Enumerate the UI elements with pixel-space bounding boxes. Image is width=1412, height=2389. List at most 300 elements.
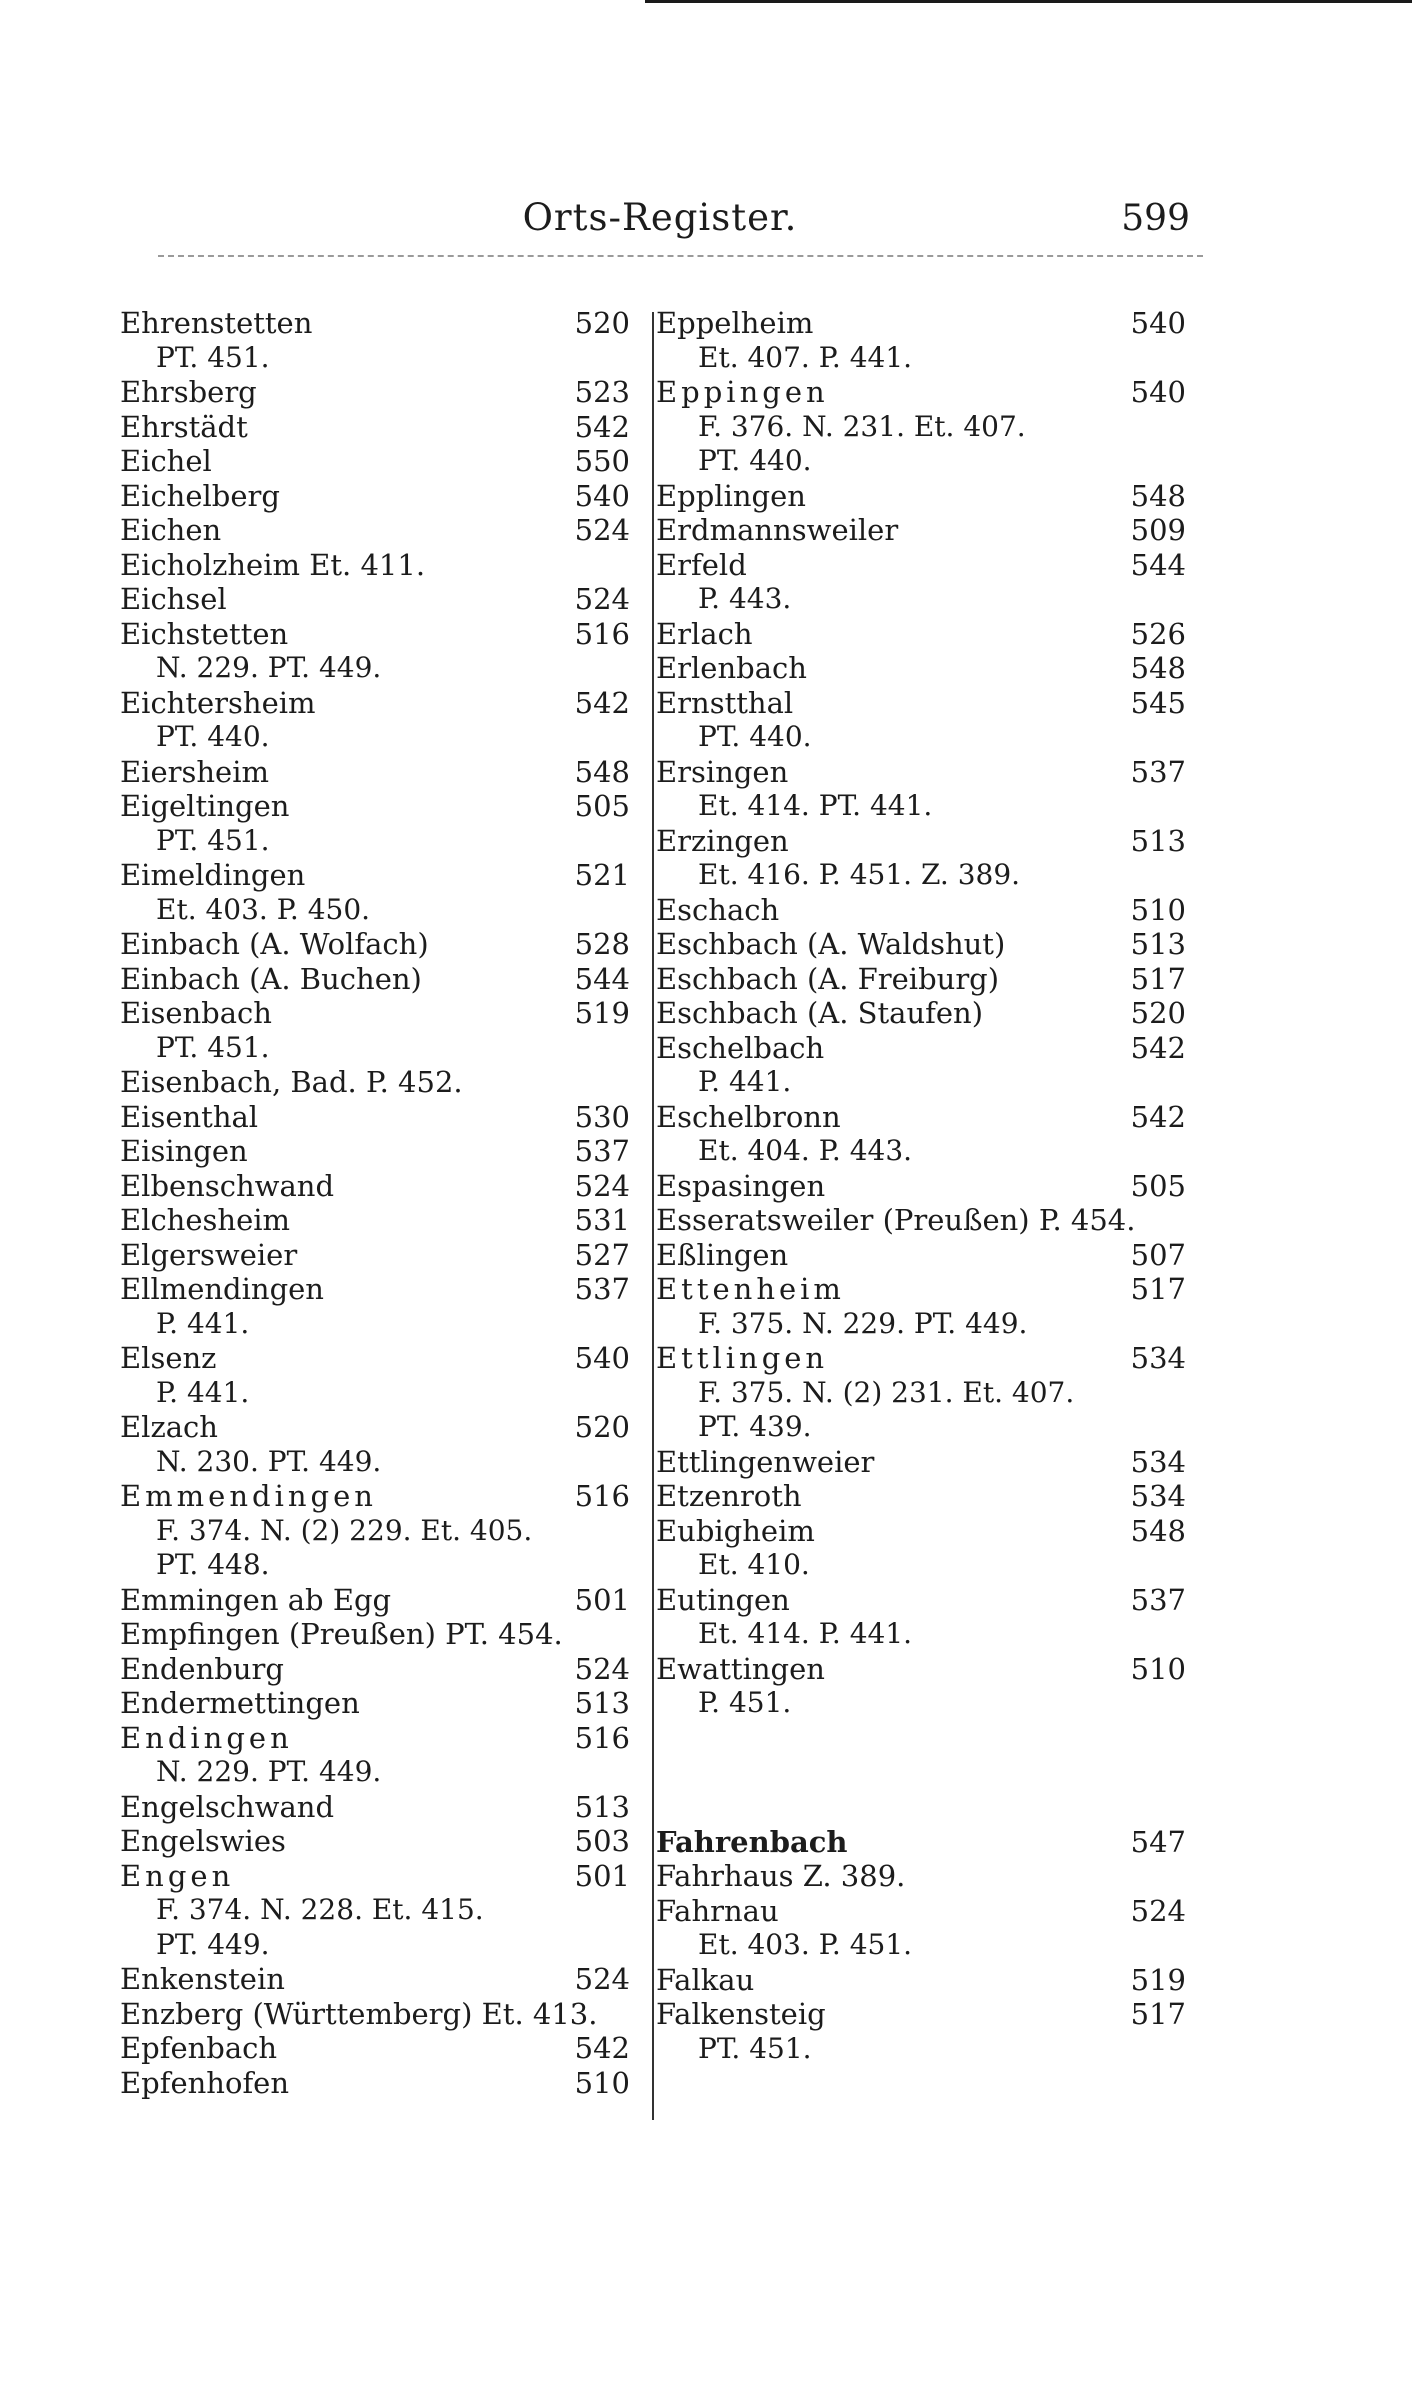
index-entry [120,1824,630,1859]
page-reference: 544 [574,961,630,996]
index-entry-line [652,1203,1192,1238]
page-reference: 547 [1130,1824,1186,1859]
entry-details: PT. 448. [156,1548,270,1581]
page-reference: 540 [1130,375,1186,409]
index-entry [652,1514,1192,1583]
place-name: Ersingen [656,754,789,789]
page-reference: 524 [574,1651,630,1686]
place-name: Eßlingen [656,1237,789,1272]
place-name: Ellmendingen [120,1272,324,1306]
page-reference: 519 [1130,1962,1186,1997]
index-entry-line [120,1962,630,1997]
index-entry-line [120,2066,630,2101]
index-entry-line [652,1238,1192,1273]
place-name: Epfenbach [120,2031,278,2065]
page-reference: 548 [1130,651,1186,685]
index-entry-line [120,1100,630,1135]
index-entry-line [652,513,1192,548]
index-entry [120,1341,630,1410]
entry-details: F. 375. N. 229. PT. 449. [698,1306,1028,1340]
page-reference: 548 [1130,1513,1186,1548]
index-entry-line [652,1963,1192,1998]
index-entry-line [652,1100,1192,1135]
page-reference: 550 [574,444,630,478]
index-entry-line [120,1583,630,1618]
place-name: Einbach (A. Buchen) [120,961,422,996]
place-name: Eisenbach [120,996,272,1030]
place-name: Eichtersheim [120,685,316,720]
place-name: Erzingen [656,823,789,858]
index-entry [120,513,630,548]
page-title: Orts-Register. [522,196,798,239]
index-entry [120,1169,630,1204]
index-entry-line [652,962,1192,997]
page-reference: 526 [1130,616,1186,651]
place-name: Engelschwand [120,1789,335,1824]
place-name: Eschbach (A. Waldshut) [656,927,1006,961]
index-entry-line [652,686,1192,721]
place-name: Fahrenbach [656,1824,848,1859]
index-entry-line [652,893,1192,928]
index-entry [120,1583,630,1618]
index-entry-line [120,1652,630,1687]
place-name: Erfeld [656,547,747,582]
index-entry-line [120,1134,630,1169]
entry-details: P. 443. [698,582,792,615]
page-reference: 544 [1130,547,1186,582]
index-entry [652,927,1192,962]
place-name: Eichelberg [120,478,280,513]
place-name: Eicholzheim Et. 411. [120,547,426,582]
page-reference: 537 [1130,1582,1186,1617]
entry-details: PT. 451. [698,2031,812,2065]
index-entry-line [652,617,1192,652]
entry-details: P. 441. [156,1306,250,1340]
index-entry [652,1583,1192,1652]
index-entry-line [652,824,1192,859]
page-reference: 542 [1130,1030,1186,1065]
index-entry-line [120,962,630,997]
place-name: Espasingen [656,1168,826,1203]
index-entry-line [120,375,630,410]
place-name: Ehrenstetten [120,306,313,340]
page-reference: 542 [574,2031,630,2065]
page-reference: 501 [574,1858,630,1893]
index-entry-line [120,548,630,583]
index-entry [652,1997,1192,2066]
entry-details: PT. 451. [156,1030,270,1064]
header-rule [158,255,1203,257]
place-name: Ettlingenweier [656,1444,875,1479]
page-reference: 524 [574,1168,630,1203]
index-entry [120,306,630,375]
entry-details: PT. 451. [156,823,270,857]
index-entry-line [652,1825,1192,1860]
index-entry-line [120,1686,630,1721]
entry-details: F. 376. N. 231. Et. 407. [698,409,1026,443]
index-entry [652,962,1192,997]
place-name: Eichen [120,513,222,547]
index-entry [652,1859,1192,1894]
place-name: Elbenschwand [120,1168,335,1203]
index-entry-line [120,1410,630,1445]
index-entry [120,1272,630,1341]
index-entry-line [652,1272,1192,1307]
entry-details: PT. 451. [156,340,270,374]
place-name: Ewattingen [656,1651,825,1686]
entry-details: PT. 439. [698,1410,812,1443]
place-name: Eisenbach, Bad. P. 452. [120,1065,463,1099]
place-name: Elgersweier [120,1237,298,1272]
place-name: Falkau [656,1962,755,1997]
place-name: Fahrhaus Z. 389. [656,1859,906,1893]
index-entry [120,1686,630,1721]
page-reference: 505 [1130,1168,1186,1203]
place-name: Endingen [120,1720,293,1755]
index-entry [652,1341,1192,1445]
index-entry [120,858,630,927]
index-entry-line [652,479,1192,514]
index-entry [120,789,630,858]
index-column-right [652,306,1192,2066]
page-reference: 503 [574,1824,630,1858]
entry-details: F. 374. N. (2) 229. Et. 405. [156,1513,533,1547]
index-entry-line [120,1272,630,1307]
entry-details: Et. 404. P. 443. [698,1134,913,1167]
index-entry [120,962,630,997]
page-reference: 513 [574,1789,630,1824]
entry-details: PT. 440. [698,444,812,477]
index-column-left [120,306,630,2100]
entry-details: Et. 410. [698,1548,810,1581]
index-entry-line [652,548,1192,583]
index-entry [120,444,630,479]
index-entry-line [120,996,630,1031]
page-reference: 501 [574,1582,630,1617]
index-entry-line [652,996,1192,1031]
page-reference: 537 [1130,754,1186,789]
place-name: Enzberg (Württemberg) Et. 413. [120,1996,598,2031]
index-entry-line [652,1894,1192,1929]
index-entry [120,1997,630,2032]
index-entry [120,548,630,583]
entry-details: F. 374. N. 228. Et. 415. [156,1893,484,1926]
page-reference: 520 [1130,996,1186,1030]
index-entry-line [120,1617,630,1652]
index-entry-line [120,306,630,341]
entry-details: Et. 403. P. 450. [156,892,371,926]
page-reference: 531 [574,1203,630,1237]
page-reference: 521 [574,858,630,892]
place-name: Erdmannsweiler [656,513,899,547]
place-name: Ettlingen [656,1341,829,1375]
index-entry [652,306,1192,375]
page-reference: 542 [574,685,630,720]
page-reference: 520 [574,1410,630,1444]
entry-details: N. 229. PT. 449. [156,651,382,684]
page-reference: 509 [1130,513,1186,547]
place-name: Einbach (A. Wolfach) [120,927,429,961]
page-reference: 510 [1130,892,1186,927]
index-entry [652,1100,1192,1169]
page-reference: 527 [574,1237,630,1272]
index-entry [120,686,630,755]
page-reference: 548 [574,754,630,789]
place-name: Eschbach (A. Freiburg) [656,961,1000,996]
index-entry-line [120,755,630,790]
index-entry [652,548,1192,617]
index-entry [652,996,1192,1031]
index-entry-line [120,1790,630,1825]
index-entry-line [652,927,1192,962]
index-entry-line [120,410,630,445]
place-name: Erlach [656,616,753,651]
entry-details: Et. 414. PT. 441. [698,789,933,822]
index-entry-line [652,306,1192,341]
index-entry-line [120,927,630,962]
place-name: Elzach [120,1410,218,1444]
index-entry [120,1100,630,1135]
page-reference: 517 [1130,1272,1186,1306]
page-reference: 542 [574,409,630,444]
place-name: Engelswies [120,1824,286,1858]
index-entry-line [652,1031,1192,1066]
place-name: Ernstthal [656,685,794,720]
index-entry [120,1203,630,1238]
place-name: Eppingen [656,375,829,409]
index-entry [652,1445,1192,1480]
page-reference: 524 [574,582,630,616]
page-reference: 534 [1130,1444,1186,1479]
page-reference: 520 [574,306,630,340]
index-entry [652,513,1192,548]
page-reference: 517 [1130,961,1186,996]
index-entry-line [120,444,630,479]
index-entry-line [652,375,1192,410]
index-entry [652,1825,1192,1860]
entry-details: Et. 407. P. 441. [698,340,913,374]
place-name: Ettenheim [656,1272,845,1306]
index-entry [120,996,630,1065]
place-name: Empfingen (Preußen) PT. 454. [120,1617,563,1651]
index-entry-line [652,651,1192,686]
page-reference: 510 [1130,1651,1186,1686]
page-reference: 537 [574,1134,630,1168]
page-reference: 542 [1130,1099,1186,1134]
index-entry-line [120,1065,630,1100]
entry-details: N. 229. PT. 449. [156,1755,382,1788]
page-reference: 513 [1130,823,1186,858]
place-name: Eisingen [120,1134,248,1168]
page-reference: 540 [574,478,630,513]
page-reference: 530 [574,1099,630,1134]
place-name: Eschelbach [656,1030,825,1065]
page-reference: 519 [574,996,630,1030]
place-name: Eutingen [656,1582,790,1617]
entry-details: PT. 440. [156,720,270,753]
entry-details: F. 375. N. (2) 231. Et. 407. [698,1375,1075,1409]
index-entry-line [120,617,630,652]
index-entry [652,686,1192,755]
page-reference: 524 [1130,1893,1186,1928]
index-entry [652,755,1192,824]
place-name: Etzenroth [656,1479,802,1513]
index-entry [652,1031,1192,1100]
entry-details: P. 441. [156,1375,250,1409]
place-name: Eschach [656,892,780,927]
page-reference: 545 [1130,685,1186,720]
place-name: Eubigheim [656,1513,815,1548]
page-reference: 523 [574,375,630,409]
place-name: Engen [120,1858,235,1893]
index-entry-line [652,1514,1192,1549]
place-name: Esseratsweiler (Preußen) P. 454. [656,1203,1136,1237]
place-name: Eiersheim [120,754,269,789]
page-reference: 517 [1130,1997,1186,2031]
entry-details: Et. 414. P. 441. [698,1617,913,1650]
index-entry-line [652,1169,1192,1204]
index-entry [120,2031,630,2066]
index-entry [120,1410,630,1479]
index-entry-line [120,582,630,617]
index-entry [120,1962,630,1997]
page-reference: 524 [574,513,630,547]
index-entry-line [120,1824,630,1859]
page-reference: 513 [1130,927,1186,961]
index-entry-line [120,1341,630,1376]
page-reference: 505 [574,789,630,823]
place-name: Eisenthal [120,1099,259,1134]
index-entry [652,1169,1192,1204]
index-entry-line [652,1479,1192,1514]
page-reference: 528 [574,927,630,961]
index-entry [120,1790,630,1825]
index-entry-line [652,1583,1192,1618]
index-entry [652,893,1192,928]
index-entry [120,1479,630,1583]
place-name: Epfenhofen [120,2065,290,2100]
letter-section-gap [652,1721,1192,1825]
index-entry-line [652,755,1192,790]
index-entry-line [120,858,630,893]
index-entry-line [120,2031,630,2066]
entry-details: N. 230. PT. 449. [156,1444,382,1478]
place-name: Endermettingen [120,1686,360,1720]
index-entry-line [652,1997,1192,2032]
place-name: Ehrsberg [120,375,257,409]
place-name: Erlenbach [656,651,807,685]
page-reference: 548 [1130,478,1186,513]
index-entry [120,927,630,962]
index-entry [652,1272,1192,1341]
page-reference: 534 [1130,1341,1186,1375]
entry-details: PT. 440. [698,720,812,753]
index-entry-line [652,1341,1192,1376]
index-entry [120,375,630,410]
index-entry [652,1652,1192,1721]
index-entry [120,1721,630,1790]
entry-details: PT. 449. [156,1927,270,1961]
page-reference: 540 [1130,306,1186,340]
index-entry [652,617,1192,652]
page-reference: 510 [574,2065,630,2100]
place-name: Epplingen [656,478,806,513]
top-rule [645,0,1412,3]
index-entry [652,479,1192,514]
place-name: Eichsel [120,582,227,616]
place-name: Elchesheim [120,1203,291,1237]
page-reference: 537 [574,1272,630,1306]
index-entry-line [120,1169,630,1204]
index-entry-line [120,1203,630,1238]
page-reference: 534 [1130,1479,1186,1513]
place-name: Eschelbronn [656,1099,841,1134]
place-name: Eschbach (A. Staufen) [656,996,984,1030]
index-entry [652,651,1192,686]
page-number: 599 [1121,198,1190,239]
index-entry [652,1238,1192,1273]
index-entry-line [120,1997,630,2032]
index-entry-line [120,479,630,514]
index-entry [120,1238,630,1273]
index-entry-line [120,686,630,721]
index-entry [120,1652,630,1687]
index-entry-line [652,1859,1192,1894]
index-entry-line [120,1721,630,1756]
index-entry [120,2066,630,2101]
place-name: Ehrstädt [120,409,248,444]
place-name: Falkensteig [656,1997,826,2031]
entry-details: Et. 403. P. 451. [698,1928,913,1961]
entry-details: Et. 416. P. 451. Z. 389. [698,858,1021,891]
index-entry [120,1859,630,1963]
page-reference: 516 [574,1720,630,1755]
place-name: Eigeltingen [120,789,290,823]
entry-details: P. 441. [698,1065,792,1098]
place-name: Eichel [120,444,212,478]
index-entry [120,1617,630,1652]
index-entry-line [120,789,630,824]
index-entry [120,1134,630,1169]
index-entry [120,1065,630,1100]
place-name: Eichstetten [120,616,289,651]
page-reference: 524 [574,1962,630,1996]
page-reference: 507 [1130,1237,1186,1272]
index-entry [120,479,630,514]
index-entry [120,617,630,686]
index-entry-line [652,1445,1192,1480]
place-name: Emmingen ab Egg [120,1582,392,1617]
page-reference: 513 [574,1686,630,1720]
index-entry [120,755,630,790]
index-entry-line [120,513,630,548]
page-reference: 540 [574,1341,630,1375]
page-reference: 516 [574,616,630,651]
entry-details: P. 451. [698,1686,792,1719]
place-name: Fahrnau [656,1893,779,1928]
place-name: Enkenstein [120,1962,285,1996]
place-name: Elsenz [120,1341,217,1375]
index-entry-line [652,1652,1192,1687]
place-name: Endenburg [120,1651,284,1686]
place-name: Eppelheim [656,306,814,340]
index-entry [120,410,630,445]
index-entry [652,1203,1192,1238]
index-entry-line [120,1479,630,1514]
index-entry [652,824,1192,893]
index-entry [652,1479,1192,1514]
index-entry [652,1894,1192,1963]
